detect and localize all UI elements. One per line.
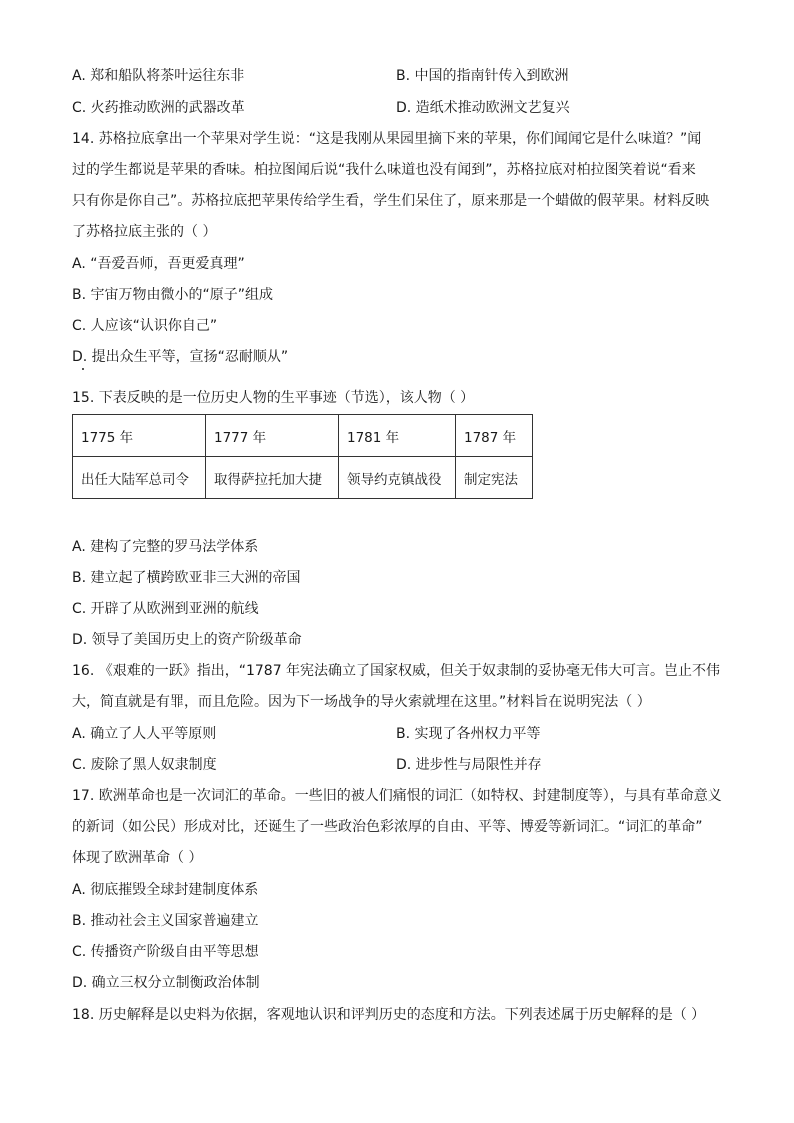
q17-option-a: A. 彻底摧毁全球封建制度体系 bbox=[72, 882, 259, 898]
q17-stem-line-3: 体现了欧洲革命（ ） bbox=[72, 850, 203, 866]
q15-option-a: A. 建构了完整的罗马法学体系 bbox=[72, 539, 259, 555]
q14-stem-line-1: 14. 苏格拉底拿出一个苹果对学生说：“这是我刚从果园里摘下来的苹果，你们闻闻它是什么味道？”闻 bbox=[72, 131, 702, 147]
q16-option-a: A. 确立了人人平等原则 bbox=[72, 726, 217, 742]
table-cell-event: 取得萨拉托加大捷 bbox=[206, 457, 339, 499]
table-row bbox=[73, 457, 533, 499]
table-row bbox=[73, 415, 533, 457]
q15-option-b: B. 建立起了横跨欧亚非三大洲的帝国 bbox=[72, 570, 301, 586]
q17-option-d: D. 确立三权分立制衡政治体制 bbox=[72, 975, 260, 991]
table-cell-year: 1777 年 bbox=[206, 415, 339, 457]
q16-option-d: D. 进步性与局限性并存 bbox=[396, 757, 542, 773]
q15-stem: 15. 下表反映的是一位历史人物的生平事迹（节选），该人物（ ） bbox=[72, 390, 475, 406]
q16-stem-line-2: 大，简直就是有罪，而且危险。因为下一场战争的导火索就埋在这里。”材料旨在说明宪法（ ） bbox=[72, 694, 651, 710]
q16-stem-line-1: 16. 《艰难的一跃》指出，“1787 年宪法确立了国家权威，但关于奴隶制的妥协毫无伟大可言。岂止不伟 bbox=[72, 663, 721, 679]
q13-option-a: A. 郑和船队将茶叶运往东非 bbox=[72, 68, 245, 84]
q13-option-b: B. 中国的指南针传入到欧洲 bbox=[396, 68, 569, 84]
q14-stem-line-2: 过的学生都说是苹果的香味。柏拉图闻后说“我什么味道也没有闻到”，苏格拉底对柏拉图笑着说“看来 bbox=[72, 162, 696, 178]
q15-option-c: C. 开辟了从欧洲到亚洲的航线 bbox=[72, 601, 259, 617]
table-cell-year: 1787 年 bbox=[456, 415, 533, 457]
table-cell-event: 出任大陆军总司令 bbox=[73, 457, 206, 499]
q16-option-b: B. 实现了各州权力平等 bbox=[396, 726, 541, 742]
q18-stem: 18. 历史解释是以史料为依据，客观地认识和评判历史的态度和方法。下列表述属于历史解释的是（ ） bbox=[72, 1007, 706, 1023]
table-cell-event: 制定宪法 bbox=[456, 457, 533, 499]
q17-option-c: C. 传播资产阶级自由平等思想 bbox=[72, 944, 259, 960]
q17-stem-line-1: 17. 欧洲革命也是一次词汇的革命。一些旧的被人们痛恨的词汇（如特权、封建制度等），与具有革命意义 bbox=[72, 788, 722, 804]
q17-stem-line-2: 的新词（如公民）形成对比，还诞生了一些政治色彩浓厚的自由、平等、博爱等新词汇。“词汇的革命” bbox=[72, 819, 703, 835]
q14-option-c: C. 人应该“认识你自己” bbox=[72, 318, 218, 334]
q14-stem-line-4: 了苏格拉底主张的（ ） bbox=[72, 224, 217, 240]
q13-option-d: D. 造纸术推动欧洲文艺复兴 bbox=[396, 100, 570, 116]
stray-dot bbox=[82, 368, 84, 370]
q14-option-b: B. 宇宙万物由微小的“原子”组成 bbox=[72, 287, 274, 303]
table-cell-year: 1775 年 bbox=[73, 415, 206, 457]
q14-option-a: A. “吾爱吾师，吾更爱真理” bbox=[72, 256, 245, 272]
q14-option-d: D. 提出众生平等，宣扬“忍耐顺从” bbox=[72, 349, 289, 365]
q16-option-c: C. 废除了黑人奴隶制度 bbox=[72, 757, 217, 773]
q15-option-d: D. 领导了美国历史上的资产阶级革命 bbox=[72, 632, 302, 648]
q13-option-c: C. 火药推动欧洲的武器改革 bbox=[72, 100, 245, 116]
q17-option-b: B. 推动社会主义国家普遍建立 bbox=[72, 913, 259, 929]
q15-table bbox=[72, 414, 533, 499]
table-cell-event: 领导约克镇战役 bbox=[339, 457, 456, 499]
q14-stem-line-3: 只有你是你自己”。苏格拉底把苹果传给学生看，学生们呆住了，原来那是一个蜡做的假苹果。材料反映 bbox=[72, 193, 710, 209]
table-cell-year: 1781 年 bbox=[339, 415, 456, 457]
